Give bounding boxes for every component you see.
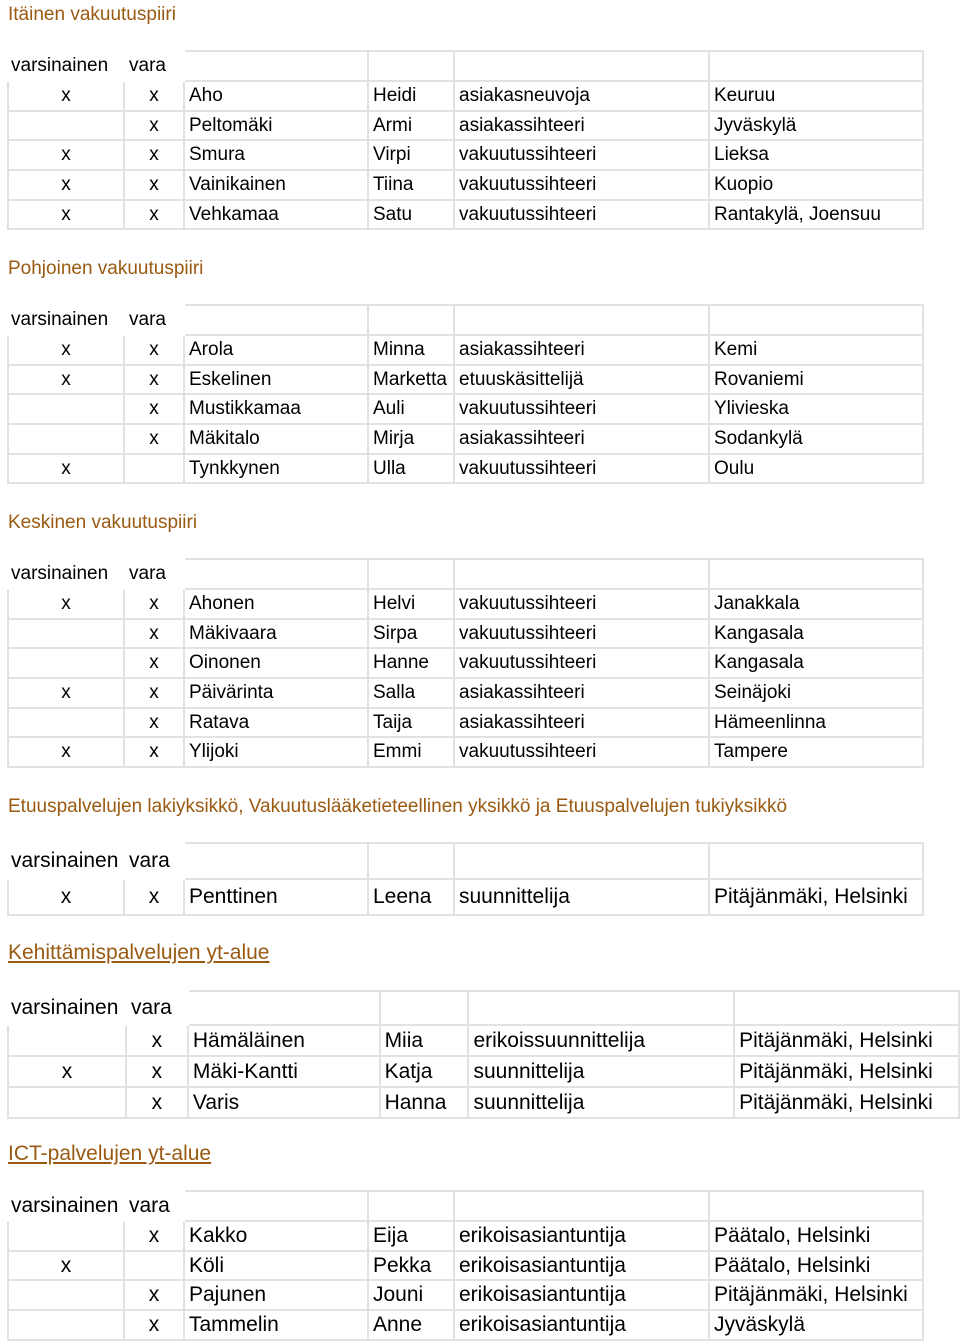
cell-primary	[8, 424, 124, 454]
cell-title: erikoisasiantuntija	[454, 1251, 709, 1281]
cell-surname: Tynkkynen	[184, 454, 368, 484]
cell-primary: x	[8, 1251, 124, 1281]
cell-surname: Smura	[184, 140, 368, 170]
cell-location: Kemi	[709, 335, 923, 365]
cell-primary	[8, 111, 124, 141]
cell-first-name: Taija	[368, 708, 454, 738]
cell-location: Jyväskylä	[709, 111, 923, 141]
table-row	[8, 335, 923, 365]
cell-primary: x	[8, 454, 124, 484]
header-empty-cell	[368, 51, 454, 81]
cell-location: Pitäjänmäki, Helsinki	[734, 1087, 959, 1118]
cell-primary: x	[8, 678, 124, 708]
header-empty-cell	[454, 305, 709, 335]
cell-alternate: x	[124, 648, 184, 678]
cell-title: asiakassihteeri	[454, 708, 709, 738]
cell-surname: Penttinen	[184, 879, 368, 915]
cell-alternate: x	[124, 170, 184, 200]
cell-alternate: x	[126, 1087, 188, 1118]
cell-first-name: Virpi	[368, 140, 454, 170]
cell-first-name: Mirja	[368, 424, 454, 454]
column-header-alternate: vara	[129, 563, 166, 584]
cell-surname: Varis	[188, 1087, 380, 1118]
cell-surname: Hämäläinen	[188, 1025, 380, 1056]
cell-title: asiakassihteeri	[454, 678, 709, 708]
cell-title: suunnittelija	[468, 1056, 734, 1087]
staff-table	[7, 304, 924, 484]
column-header-alternate: vara	[129, 55, 166, 76]
header-empty-cell	[188, 991, 380, 1025]
cell-title: vakuutussihteeri	[454, 454, 709, 484]
cell-surname: Aho	[184, 81, 368, 111]
table-row	[8, 140, 923, 170]
cell-title: suunnittelija	[468, 1087, 734, 1118]
table-header-row	[8, 991, 959, 1025]
cell-alternate: x	[124, 879, 184, 915]
table-row	[8, 708, 923, 738]
cell-alternate: x	[124, 200, 184, 230]
cell-first-name: Armi	[368, 111, 454, 141]
cell-primary	[8, 708, 124, 738]
header-empty-cell	[709, 843, 923, 879]
staff-table	[7, 842, 924, 916]
header-empty-cell	[709, 1191, 923, 1221]
cell-primary: x	[8, 335, 124, 365]
header-empty-cell	[184, 843, 368, 879]
table-header-row	[8, 559, 923, 589]
header-empty-cell	[184, 305, 368, 335]
table-row	[8, 678, 923, 708]
cell-surname: Eskelinen	[184, 365, 368, 395]
table-row	[8, 879, 923, 915]
cell-location: Pitäjänmäki, Helsinki	[709, 879, 923, 915]
cell-first-name: Helvi	[368, 589, 454, 619]
header-empty-cell	[368, 1191, 454, 1221]
table-row	[8, 1025, 959, 1056]
cell-first-name: Anne	[368, 1310, 454, 1340]
staff-table	[7, 558, 924, 768]
cell-location: Kangasala	[709, 619, 923, 649]
cell-alternate: x	[124, 140, 184, 170]
cell-surname: Köli	[184, 1251, 368, 1281]
cell-location: Pitäjänmäki, Helsinki	[709, 1280, 923, 1310]
cell-alternate: x	[124, 81, 184, 111]
cell-first-name: Auli	[368, 394, 454, 424]
cell-primary: x	[8, 737, 124, 767]
cell-surname: Mäkitalo	[184, 424, 368, 454]
cell-alternate: x	[124, 589, 184, 619]
cell-alternate: x	[126, 1025, 188, 1056]
cell-location: Ylivieska	[709, 394, 923, 424]
cell-location: Päätalo, Helsinki	[709, 1251, 923, 1281]
cell-surname: Oinonen	[184, 648, 368, 678]
header-empty-cell	[709, 305, 923, 335]
cell-surname: Ratava	[184, 708, 368, 738]
cell-title: vakuutussihteeri	[454, 648, 709, 678]
cell-location: Jyväskylä	[709, 1310, 923, 1340]
table-row	[8, 1310, 923, 1340]
table-row	[8, 1280, 923, 1310]
section-heading: Keskinen vakuutuspiiri	[8, 512, 198, 533]
cell-first-name: Heidi	[368, 81, 454, 111]
cell-location: Sodankylä	[709, 424, 923, 454]
cell-title: erikoisasiantuntija	[454, 1221, 709, 1251]
section-heading: ICT-palvelujen yt-alue	[8, 1142, 212, 1165]
header-empty-cell	[734, 991, 959, 1025]
cell-alternate	[124, 1251, 184, 1281]
cell-surname: Vehkamaa	[184, 200, 368, 230]
table-row	[8, 200, 923, 230]
cell-alternate: x	[124, 1310, 184, 1340]
cell-title: asiakassihteeri	[454, 335, 709, 365]
cell-primary: x	[8, 81, 124, 111]
table-header-row	[8, 1191, 923, 1221]
cell-surname: Kakko	[184, 1221, 368, 1251]
cell-first-name: Minna	[368, 335, 454, 365]
cell-title: etuuskäsittelijä	[454, 365, 709, 395]
cell-surname: Pajunen	[184, 1280, 368, 1310]
cell-location: Rovaniemi	[709, 365, 923, 395]
cell-first-name: Sirpa	[368, 619, 454, 649]
table-row	[8, 1087, 959, 1118]
cell-title: vakuutussihteeri	[454, 589, 709, 619]
header-empty-cell	[368, 559, 454, 589]
header-empty-cell	[454, 51, 709, 81]
cell-first-name: Pekka	[368, 1251, 454, 1281]
cell-surname: Ylijoki	[184, 737, 368, 767]
cell-location: Hämeenlinna	[709, 708, 923, 738]
cell-alternate: x	[124, 708, 184, 738]
cell-alternate: x	[124, 737, 184, 767]
header-empty-cell	[709, 559, 923, 589]
cell-title: asiakassihteeri	[454, 424, 709, 454]
cell-surname: Mäki-Kantti	[188, 1056, 380, 1087]
header-empty-cell	[468, 991, 734, 1025]
cell-alternate: x	[124, 424, 184, 454]
cell-primary	[8, 1221, 124, 1251]
header-empty-cell	[184, 559, 368, 589]
cell-surname: Ahonen	[184, 589, 368, 619]
cell-primary	[8, 1280, 124, 1310]
cell-first-name: Ulla	[368, 454, 454, 484]
column-header-primary: varsinainen	[11, 996, 119, 1019]
cell-surname: Mäkivaara	[184, 619, 368, 649]
column-header-primary: varsinainen	[11, 563, 109, 584]
cell-title: vakuutussihteeri	[454, 737, 709, 767]
header-empty-cell	[454, 843, 709, 879]
cell-title: vakuutussihteeri	[454, 140, 709, 170]
cell-location: Oulu	[709, 454, 923, 484]
cell-title: erikoisasiantuntija	[454, 1280, 709, 1310]
cell-surname: Tammelin	[184, 1310, 368, 1340]
cell-location: Janakkala	[709, 589, 923, 619]
cell-alternate: x	[124, 111, 184, 141]
column-header-primary: varsinainen	[11, 55, 109, 76]
cell-alternate: x	[124, 335, 184, 365]
cell-primary: x	[8, 589, 124, 619]
cell-title: asiakassihteeri	[454, 111, 709, 141]
table-row	[8, 737, 923, 767]
cell-surname: Mustikkamaa	[184, 394, 368, 424]
cell-surname: Päivärinta	[184, 678, 368, 708]
section-heading: Kehittämispalvelujen yt-alue	[8, 941, 270, 964]
column-header-alternate: vara	[130, 996, 172, 1019]
header-empty-cell	[184, 51, 368, 81]
cell-location: Päätalo, Helsinki	[709, 1221, 923, 1251]
cell-first-name: Hanna	[380, 1087, 469, 1118]
table-header-row	[8, 843, 923, 879]
table-header-row	[8, 51, 923, 81]
cell-alternate: x	[126, 1056, 188, 1087]
cell-location: Kangasala	[709, 648, 923, 678]
cell-title: erikoissuunnittelija	[468, 1025, 734, 1056]
cell-primary: x	[8, 879, 124, 915]
cell-primary	[8, 394, 124, 424]
cell-primary	[8, 648, 124, 678]
cell-title: erikoisasiantuntija	[454, 1310, 709, 1340]
cell-title: vakuutussihteeri	[454, 394, 709, 424]
cell-primary: x	[8, 170, 124, 200]
cell-primary	[8, 619, 124, 649]
header-empty-cell	[454, 1191, 709, 1221]
cell-location: Rantakylä, Joensuu	[709, 200, 923, 230]
cell-first-name: Hanne	[368, 648, 454, 678]
section-heading: Itäinen vakuutuspiiri	[8, 4, 176, 25]
table-row	[8, 589, 923, 619]
column-header-primary: varsinainen	[11, 1194, 119, 1217]
cell-location: Pitäjänmäki, Helsinki	[734, 1025, 959, 1056]
cell-primary: x	[8, 140, 124, 170]
column-header-alternate: vara	[129, 1194, 170, 1217]
cell-alternate: x	[124, 619, 184, 649]
cell-title: suunnittelija	[454, 879, 709, 915]
cell-location: Seinäjoki	[709, 678, 923, 708]
cell-location: Tampere	[709, 737, 923, 767]
table-row	[8, 1251, 923, 1281]
table-row	[8, 619, 923, 649]
section-heading: Etuuspalvelujen lakiyksikkö, Vakuutuslääketieteellinen yksikkö ja Etuuspalvelujen tukiyksikkö	[8, 796, 788, 817]
table-row	[8, 454, 923, 484]
column-header-alternate: vara	[129, 849, 170, 872]
section-heading: Pohjoinen vakuutuspiiri	[8, 258, 204, 279]
cell-location: Lieksa	[709, 140, 923, 170]
table-row	[8, 111, 923, 141]
cell-alternate	[124, 454, 184, 484]
cell-alternate: x	[124, 1280, 184, 1310]
column-header-alternate: vara	[129, 309, 166, 330]
cell-primary: x	[8, 365, 124, 395]
cell-title: vakuutussihteeri	[454, 619, 709, 649]
header-empty-cell	[380, 991, 469, 1025]
table-row	[8, 81, 923, 111]
cell-primary: x	[8, 200, 124, 230]
header-empty-cell	[368, 305, 454, 335]
cell-title: asiakasneuvoja	[454, 81, 709, 111]
header-empty-cell	[368, 843, 454, 879]
cell-first-name: Eija	[368, 1221, 454, 1251]
table-row	[8, 394, 923, 424]
column-header-primary: varsinainen	[11, 849, 119, 872]
cell-location: Pitäjänmäki, Helsinki	[734, 1056, 959, 1087]
cell-surname: Peltomäki	[184, 111, 368, 141]
table-row	[8, 170, 923, 200]
cell-alternate: x	[124, 365, 184, 395]
cell-primary	[8, 1087, 126, 1118]
header-empty-cell	[709, 51, 923, 81]
cell-primary: x	[8, 1056, 126, 1087]
cell-primary	[8, 1025, 126, 1056]
cell-first-name: Katja	[380, 1056, 469, 1087]
cell-alternate: x	[124, 678, 184, 708]
cell-alternate: x	[124, 1221, 184, 1251]
table-row	[8, 648, 923, 678]
cell-alternate: x	[124, 394, 184, 424]
column-header-primary: varsinainen	[11, 309, 109, 330]
cell-first-name: Marketta	[368, 365, 454, 395]
cell-first-name: Jouni	[368, 1280, 454, 1310]
cell-first-name: Miia	[380, 1025, 469, 1056]
table-header-row	[8, 305, 923, 335]
cell-title: vakuutussihteeri	[454, 200, 709, 230]
table-row	[8, 1056, 959, 1087]
staff-table	[7, 990, 960, 1119]
table-row	[8, 365, 923, 395]
cell-first-name: Leena	[368, 879, 454, 915]
staff-table	[7, 50, 924, 230]
cell-surname: Vainikainen	[184, 170, 368, 200]
table-row	[8, 1221, 923, 1251]
cell-first-name: Tiina	[368, 170, 454, 200]
cell-primary	[8, 1310, 124, 1340]
cell-location: Kuopio	[709, 170, 923, 200]
cell-location: Keuruu	[709, 81, 923, 111]
cell-first-name: Salla	[368, 678, 454, 708]
cell-title: vakuutussihteeri	[454, 170, 709, 200]
table-row	[8, 424, 923, 454]
cell-first-name: Emmi	[368, 737, 454, 767]
staff-table	[7, 1190, 924, 1341]
header-empty-cell	[454, 559, 709, 589]
cell-surname: Arola	[184, 335, 368, 365]
header-empty-cell	[184, 1191, 368, 1221]
cell-first-name: Satu	[368, 200, 454, 230]
